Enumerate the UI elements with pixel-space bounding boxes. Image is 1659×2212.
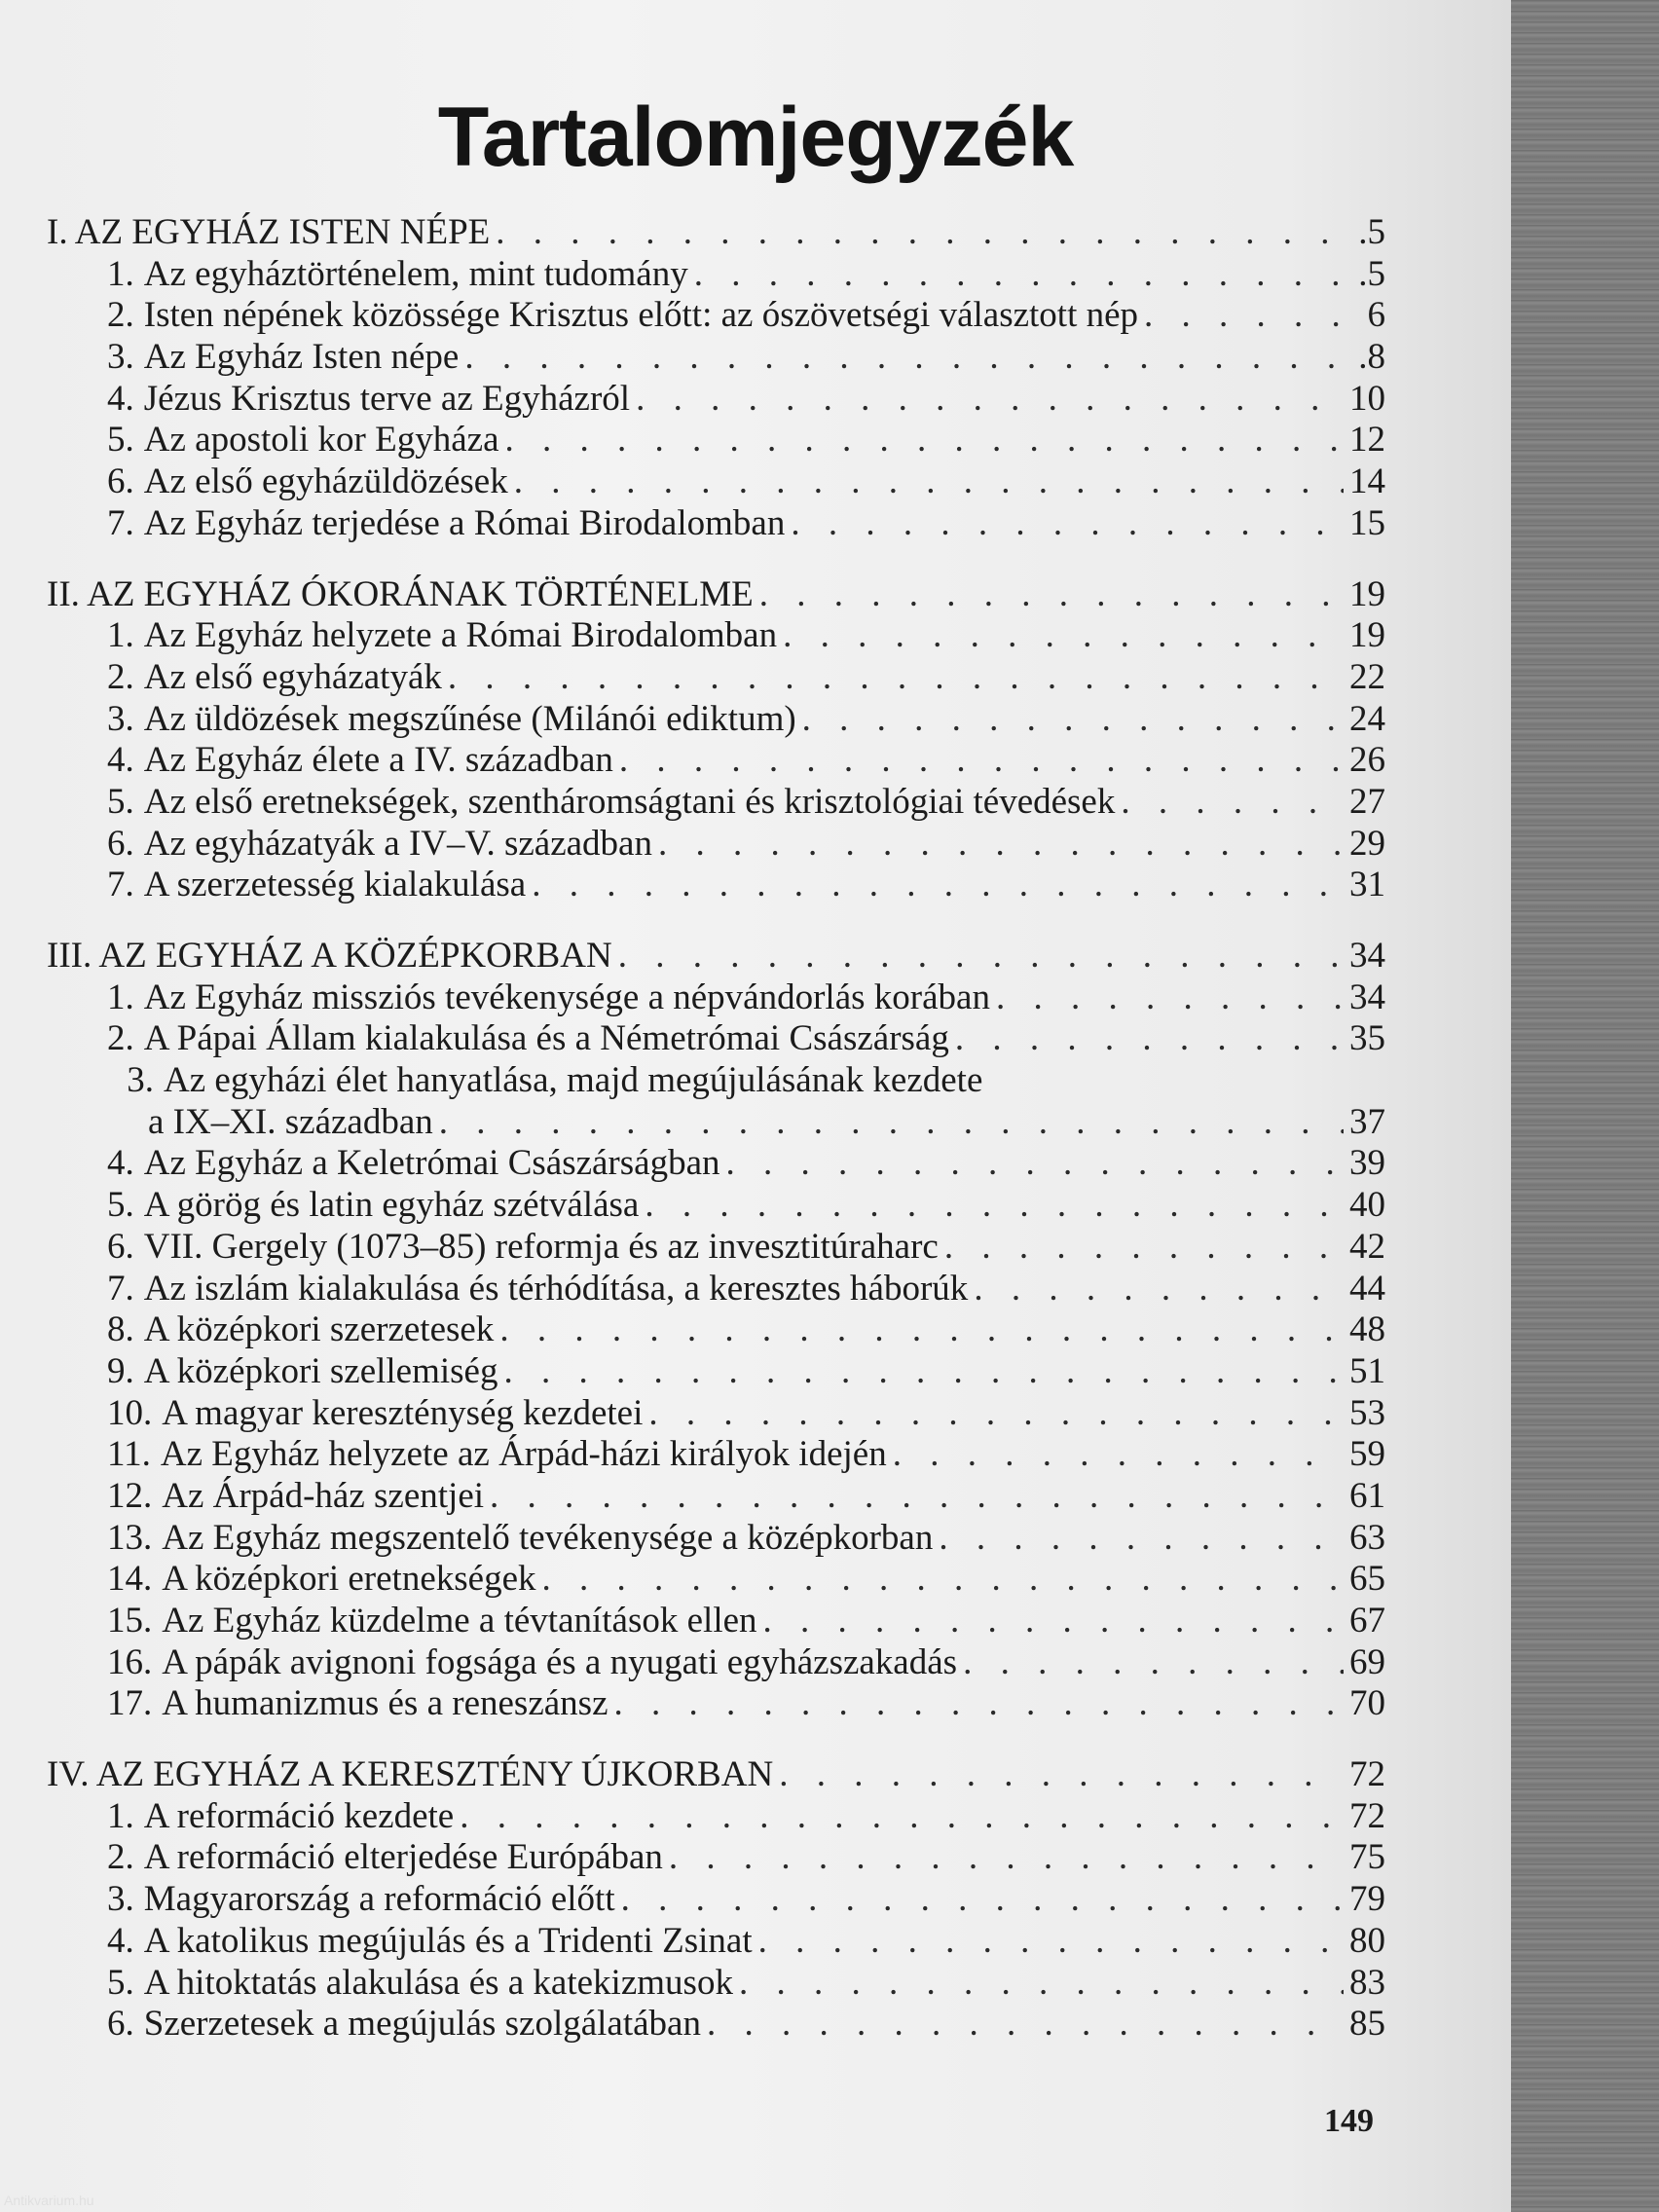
dot-leader [636,379,1344,421]
entry-number: 10. [107,1392,153,1433]
entry-page: 44 [1349,1268,1385,1309]
entry-number: 3. [127,1060,154,1101]
entry-page: 51 [1349,1350,1385,1391]
entry-title: Az Egyház helyzete a Római Birodalomban [143,615,778,656]
toc-entry [47,699,1385,741]
dot-leader [694,254,1353,296]
entry-title: VII. Gergely (1073–85) reformja és az invesztitúraharc [143,1226,939,1267]
toc-entry [47,1185,1385,1227]
dot-leader [448,657,1344,699]
entry-title: Isten népének közössége Krisztus előtt: az ószövetségi választott nép [143,295,1139,336]
toc-chapter [47,574,1385,907]
dot-leader [759,574,1344,616]
entry-page: 31 [1349,865,1385,905]
entry-title: A középkori szellemiség [143,1350,498,1391]
watermark: Antikvarium.hu [4,2193,94,2208]
dot-leader [802,699,1344,741]
toc-entry [47,1060,1385,1102]
entry-number: 2. [107,1018,134,1059]
chapter-page: 72 [1349,1754,1385,1795]
entry-page: 53 [1349,1392,1385,1433]
entry-number: 14. [107,1559,153,1600]
toc-entry [47,824,1385,866]
toc-entry [47,2004,1385,2046]
chapter-heading [47,936,1385,977]
toc-entry [47,1269,1385,1310]
entry-page: 26 [1349,740,1385,781]
dot-leader [648,1393,1344,1435]
toc-entry [47,461,1385,503]
entry-page: 70 [1349,1683,1385,1724]
entry-page: 83 [1349,1962,1385,2003]
entry-page: 80 [1349,1920,1385,1961]
entry-page: 59 [1349,1434,1385,1475]
toc-entry [47,337,1385,379]
entry-page: 12 [1349,420,1385,461]
entry-number: 2. [107,656,134,697]
entry-number: 6. [107,461,134,502]
entry-number: 4. [107,1920,134,1961]
entry-number: 4. [107,1143,134,1184]
chapter-heading [47,1754,1385,1796]
toc-entry [47,657,1385,699]
entry-title: A humanizmus és a reneszánsz [162,1683,608,1724]
entry-page: 37 [1349,1101,1385,1142]
entry-title: A középkori szerzetesek [143,1309,495,1350]
entry-number: 2. [107,295,134,336]
toc-entry [47,977,1385,1019]
entry-page: 29 [1349,823,1385,864]
toc-entry [47,254,1385,296]
entry-title: Az Egyház a Keletrómai Császárságban [143,1143,720,1184]
toc-entry-continuation [47,1102,1385,1144]
entry-page: 35 [1349,1018,1385,1059]
toc-entry [47,1351,1385,1393]
entry-page: 19 [1349,615,1385,656]
dot-leader [763,1601,1344,1642]
entry-number: 1. [107,253,134,294]
chapter-title: I. AZ EGYHÁZ ISTEN NÉPE [47,212,491,252]
entry-title: A hitoktatás alakulása és a katekizmusok [143,1962,733,2003]
entry-page: 24 [1349,698,1385,739]
entry-page: 40 [1349,1185,1385,1226]
entry-title: Az egyházi élet hanyatlása, majd megújulásának kezdete [164,1060,983,1101]
table-of-contents [47,212,1385,2075]
dot-leader [974,1269,1344,1310]
toc-entry [47,1837,1385,1879]
entry-page: 22 [1349,656,1385,697]
entry-page: 72 [1349,1795,1385,1836]
dot-leader [614,1683,1345,1725]
entry-number: 5. [107,1185,134,1226]
dot-leader [707,2004,1344,2046]
dot-leader [1144,295,1361,337]
dot-leader [460,1796,1344,1838]
entry-title: A görög és latin egyház szétválása [143,1185,640,1226]
dot-leader [464,337,1352,379]
page-number: 149 [1324,2103,1374,2139]
entry-number: 5. [107,1962,134,2003]
toc-entry [47,420,1385,461]
toc-entry [47,1559,1385,1601]
entry-title: Az Egyház megszentelő tevékenysége a középkorban [162,1517,934,1558]
entry-title: A katolikus megújulás és a Tridenti Zsinat [143,1920,753,1961]
toc-entry [47,1642,1385,1684]
dot-leader [503,1351,1344,1393]
toc-entry [47,615,1385,657]
entry-page: 14 [1349,461,1385,502]
toc-entry [47,782,1385,824]
entry-page: 27 [1349,781,1385,822]
entry-page: 69 [1349,1641,1385,1682]
dot-leader [439,1102,1344,1144]
chapter-title: IV. AZ EGYHÁZ A KERESZTÉNY ÚJKORBAN [47,1754,774,1795]
entry-page: 85 [1349,2004,1385,2045]
entry-number: 15. [107,1601,153,1641]
entry-number: 7. [107,1268,134,1309]
dot-leader [658,824,1344,866]
dot-leader [739,1963,1344,2005]
entry-number: 7. [107,865,134,905]
entry-page: 65 [1349,1559,1385,1600]
entry-number: 16. [107,1641,153,1682]
chapter-heading [47,574,1385,616]
toc-entry [47,295,1385,337]
entry-number: 1. [107,615,134,656]
dot-leader [758,1921,1344,1963]
entry-title: Az első egyházüldözések [143,461,508,502]
dot-leader [893,1434,1344,1476]
entry-title: Az első egyházatyák [143,656,442,697]
page-title: Tartalomjegyzék [437,91,1074,184]
entry-title: A Pápai Állam kialakulása és a Németrómai Császárság [143,1018,949,1059]
dot-leader [618,936,1344,977]
entry-page: 10 [1349,378,1385,419]
entry-title: Az Egyház küzdelme a tévtanítások ellen [162,1601,757,1641]
entry-number: 13. [107,1517,153,1558]
dot-leader [779,1754,1344,1796]
toc-entry [47,1963,1385,2005]
entry-page: 6 [1367,295,1385,336]
entry-number: 5. [107,420,134,461]
entry-title: Az üldözések megszűnése (Milánói ediktum) [143,698,796,739]
chapter-page: .5 [1358,212,1385,252]
entry-number: 3. [107,698,134,739]
entry-page: 67 [1349,1601,1385,1641]
dot-leader [996,977,1344,1019]
dot-leader [726,1143,1345,1185]
chapter-page: 34 [1349,936,1385,976]
entry-number: 3. [107,337,134,378]
entry-title: Az Egyház terjedése a Római Birodalomban [143,502,786,543]
toc-entry [47,1518,1385,1560]
entry-number: 5. [107,781,134,822]
toc-entry [47,1921,1385,1963]
entry-title: A pápák avignoni fogsága és a nyugati egyházszakadás [162,1641,958,1682]
entry-number: 8. [107,1309,134,1350]
entry-page: 63 [1349,1517,1385,1558]
toc-entry [47,1796,1385,1838]
dot-leader [645,1185,1344,1227]
entry-title: A középkori eretnekségek [162,1559,536,1600]
entry-title: A reformáció elterjedése Európában [143,1837,663,1878]
entry-page: 15 [1349,502,1385,543]
entry-title: A reformáció kezdete [143,1795,455,1836]
entry-title: A magyar kereszténység kezdetei [162,1392,644,1433]
entry-number: 11. [107,1434,151,1475]
toc-entry [47,1683,1385,1725]
entry-number: 17. [107,1683,153,1724]
chapter-heading [47,212,1385,254]
dot-leader [963,1642,1344,1684]
dot-leader [514,461,1344,503]
entry-number: 4. [107,378,134,419]
toc-chapter [47,212,1385,545]
entry-title: Az Egyház Isten népe [143,337,460,378]
entry-number: 1. [107,1795,134,1836]
entry-number: 6. [107,1226,134,1267]
toc-entry [47,1601,1385,1642]
toc-entry [47,503,1385,545]
dot-leader [944,1227,1344,1269]
entry-page: 39 [1349,1143,1385,1184]
toc-chapter [47,1754,1385,2046]
entry-title: Az első eretnekségek, szentháromságtani és krisztológiai tévedések [143,781,1116,822]
chapter-title: II. AZ EGYHÁZ ÓKORÁNAK TÖRTÉNELME [47,573,754,614]
toc-entry [47,1309,1385,1351]
entry-page: 42 [1349,1226,1385,1267]
dot-leader [490,1476,1344,1518]
toc-entry [47,1018,1385,1060]
entry-number: 1. [107,977,134,1017]
chapter-page: 19 [1349,573,1385,614]
entry-title-continuation: a IX–XI. században [148,1101,433,1142]
entry-number: 7. [107,502,134,543]
entry-title: Az Egyház missziós tevékenysége a népvándorlás korában [143,977,990,1017]
toc-entry [47,1879,1385,1921]
entry-page: 34 [1349,977,1385,1017]
toc-entry [47,1434,1385,1476]
entry-page: 48 [1349,1309,1385,1350]
entry-page: .8 [1358,337,1385,378]
entry-number: 6. [107,823,134,864]
dot-leader [1121,782,1344,824]
entry-title: Szerzetesek a megújulás szolgálatában [143,2004,701,2045]
toc-entry [47,740,1385,782]
entry-number: 9. [107,1350,134,1391]
dot-leader [955,1018,1344,1060]
toc-entry [47,1476,1385,1518]
entry-title: Az iszlám kialakulása és térhódítása, a keresztes háborúk [143,1268,969,1309]
entry-title: Az Egyház helyzete az Árpád-házi királyok idején [160,1434,887,1475]
dot-leader [505,420,1345,461]
dot-leader [542,1559,1345,1601]
dot-leader [499,1309,1344,1351]
toc-entry [47,1227,1385,1269]
toc-entry [47,1393,1385,1435]
dot-leader [496,212,1352,254]
entry-title: Az Árpád-ház szentjei [162,1475,485,1516]
entry-number: 2. [107,1837,134,1878]
dot-leader [783,615,1344,657]
entry-number: 6. [107,2004,134,2045]
dot-leader [669,1837,1344,1879]
entry-title: Az apostoli kor Egyháza [143,420,499,461]
dot-leader [532,865,1344,906]
toc-entry [47,865,1385,906]
entry-title: Az egyháztörténelem, mint tudomány [143,253,688,294]
dot-leader [791,503,1344,545]
chapter-title: III. AZ EGYHÁZ A KÖZÉPKORBAN [47,936,612,976]
entry-page: 79 [1349,1879,1385,1920]
entry-number: 4. [107,740,134,781]
entry-number: 3. [107,1879,134,1920]
entry-title: Jézus Krisztus terve az Egyházról [143,378,631,419]
toc-chapter [47,936,1385,1725]
dot-leader [619,740,1344,782]
toc-entry [47,1143,1385,1185]
dot-leader [621,1879,1344,1921]
entry-page: 61 [1349,1475,1385,1516]
dot-leader [939,1518,1344,1560]
entry-page: .5 [1358,253,1385,294]
entry-title: Magyarország a reformáció előtt [143,1879,615,1920]
entry-title: Az Egyház élete a IV. században [143,740,613,781]
entry-title: A szerzetesség kialakulása [143,865,527,905]
entry-page: 75 [1349,1837,1385,1878]
entry-number: 12. [107,1475,153,1516]
entry-title: Az egyházatyák a IV–V. században [143,823,652,864]
toc-entry [47,379,1385,421]
book-edge [1511,0,1659,2212]
